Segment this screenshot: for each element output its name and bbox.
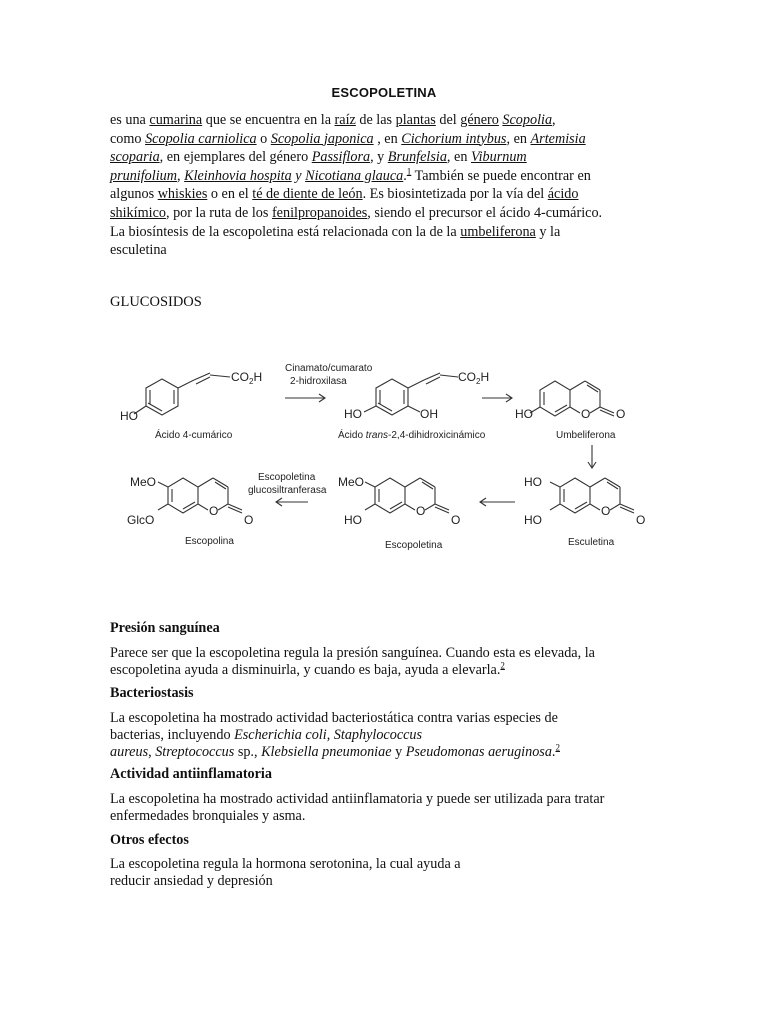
- text-line: [110, 856, 670, 873]
- text-line: [110, 167, 658, 186]
- glco-label-6: GlcO: [127, 513, 155, 527]
- molecule-esculetin: [550, 478, 634, 513]
- plain-text: enfermedades bronquiales y asma.: [110, 808, 306, 824]
- link-text[interactable]: whiskies: [157, 186, 208, 203]
- link-text[interactable]: Viburnum: [470, 149, 527, 166]
- text-line: [110, 808, 670, 825]
- plain-text: y: [391, 744, 406, 760]
- link-text[interactable]: raíz: [334, 112, 356, 128]
- plain-text: , en: [446, 149, 471, 166]
- link-text[interactable]: cumarina: [149, 112, 203, 128]
- plain-text: La biosíntesis de la escopoletina está relacionada con la de la: [110, 223, 461, 240]
- text-line: [110, 645, 670, 662]
- intro-paragraph: [110, 111, 658, 260]
- italic-text: Staphylococcus: [333, 727, 423, 743]
- o-ring-label-5: O: [416, 504, 426, 518]
- o-ring-label-6: O: [209, 504, 219, 518]
- plain-text: . Es biosintetizada por la vía del: [362, 186, 548, 203]
- plain-text: y la: [535, 223, 561, 240]
- plain-text: .: [551, 744, 556, 760]
- link-text[interactable]: prunifolium: [110, 167, 178, 184]
- link-text[interactable]: Nicotiana glauca: [305, 167, 404, 184]
- plain-text: , por la ruta de los: [165, 204, 272, 221]
- plain-text: Parece ser que la escopoletina regula la presión sanguínea. Cuando esta es elevada, la: [110, 645, 595, 661]
- plain-text: algunos: [110, 186, 158, 203]
- section-heading-blood-pressure: Presión sanguínea: [110, 620, 220, 636]
- oh-label-2: OH: [420, 407, 438, 421]
- enzyme-label-2a: Escopoletina: [258, 472, 316, 483]
- compound-label-scopoletin: Escopoletina: [385, 540, 443, 551]
- link-text[interactable]: Kleinhovia hospita: [184, 167, 292, 184]
- reference-superscript[interactable]: 2: [500, 660, 505, 671]
- italic-text: Streptococcus: [155, 744, 235, 760]
- section-heading-other-effects: Otros efectos: [110, 832, 189, 848]
- o-carbonyl-label-3: O: [616, 407, 626, 421]
- plain-text: que se encuentra en la: [202, 112, 335, 128]
- link-text[interactable]: shikímico: [110, 204, 166, 221]
- plain-text: como: [110, 130, 146, 147]
- text-line: [110, 111, 658, 130]
- text-line: [110, 710, 670, 727]
- ho-label-3: HO: [515, 407, 533, 421]
- section-text-anti-inflammatory: [110, 791, 670, 825]
- molecule-scopoletin: [365, 478, 449, 513]
- reference-superscript[interactable]: 1: [406, 166, 412, 177]
- section-heading-anti-inflammatory: Actividad antiinflamatoria: [110, 766, 272, 782]
- plain-text: ,: [326, 727, 334, 743]
- compound-label-dihydroxycinnamic: Ácido trans-2,4-dihidroxicinámico: [338, 430, 486, 441]
- text-line: [110, 204, 658, 223]
- link-text[interactable]: género: [460, 112, 499, 128]
- plain-text: , y: [370, 149, 388, 166]
- plain-text: La escopoletina ha mostrado actividad bacteriostática contra varias especies de: [110, 710, 558, 726]
- molecule-umbelliferone: [530, 381, 614, 416]
- section-heading-bacteriostasis: Bacteriostasis: [110, 685, 194, 701]
- text-line: [110, 241, 658, 260]
- plain-text: de las: [355, 112, 396, 128]
- plain-text: .: [403, 167, 407, 184]
- compound-label-umbelliferone: Umbeliferona: [556, 430, 616, 441]
- plain-text: es una: [110, 112, 150, 128]
- compound-label-esculetin: Esculetina: [568, 537, 615, 548]
- o-carbonyl-label-5: O: [451, 513, 461, 527]
- text-line: [110, 744, 670, 761]
- molecule-4-coumaric-acid: [134, 373, 230, 415]
- section-text-blood-pressure: [110, 645, 670, 679]
- link-text[interactable]: Brunfelsia: [387, 149, 447, 166]
- compound-label-4-coumaric: Ácido 4-cumárico: [155, 430, 233, 441]
- link-text[interactable]: scoparia: [110, 149, 160, 166]
- link-text[interactable]: fenilpropanoides: [271, 204, 368, 221]
- meo-label-6: MeO: [130, 475, 157, 489]
- plain-text: , en ejemplares del género: [159, 149, 312, 166]
- plain-text: ,: [148, 744, 156, 760]
- link-text[interactable]: té de diente de león: [252, 186, 363, 203]
- o-carbonyl-label-6: O: [244, 513, 254, 527]
- ho-label-4a: HO: [524, 475, 542, 489]
- text-line: [110, 873, 670, 890]
- plain-text: ,: [552, 112, 556, 128]
- o-ring-label-3: O: [581, 407, 591, 421]
- text-line: [110, 662, 670, 679]
- document-title: ESCOPOLETINA: [331, 85, 437, 100]
- ho-label-1: HO: [120, 409, 138, 423]
- italic-text: Escherichia coli: [234, 727, 327, 743]
- text-line: [110, 223, 658, 242]
- italic-text: Pseudomonas aeruginosa: [405, 744, 552, 760]
- link-text[interactable]: ácido: [547, 186, 579, 203]
- plain-text: , en: [373, 130, 402, 147]
- link-text[interactable]: Scopolia japonica: [270, 130, 374, 147]
- enzyme-label-2b: glucosiltranferasa: [248, 485, 327, 496]
- link-text[interactable]: Cichorium intybus: [401, 130, 507, 147]
- co2h-label-2: $CO_2H$: [458, 370, 490, 386]
- biosynthesis-scheme: [110, 350, 670, 560]
- text-line: [110, 727, 670, 744]
- link-text[interactable]: plantas: [395, 112, 436, 128]
- reference-superscript[interactable]: 2: [555, 742, 560, 753]
- plain-text: , siendo el precursor el ácido 4-cumárico.: [367, 204, 603, 221]
- plain-text: escopoletina ayuda a disminuirla, y cuando es baja, ayuda a elevarla.: [110, 662, 501, 678]
- text-line: [110, 148, 658, 167]
- ho-label-2: HO: [344, 407, 362, 421]
- plain-text: La escopoletina regula la hormona serotonina, la cual ayuda a: [110, 856, 461, 872]
- text-line: [110, 130, 658, 149]
- meo-label-5: MeO: [338, 475, 365, 489]
- link-text[interactable]: Artemisia: [530, 130, 586, 147]
- glucosidos-heading: GLUCOSIDOS: [110, 294, 202, 310]
- plain-text: , en: [506, 130, 531, 147]
- section-text-other-effects: [110, 856, 670, 890]
- plain-text: esculetina: [110, 242, 167, 259]
- ho-label-5: HO: [344, 513, 362, 527]
- plain-text: sp.,: [234, 744, 262, 760]
- o-carbonyl-label-4: O: [636, 513, 646, 527]
- molecule-trans-2-4-dihydroxycinnamic-acid: [364, 373, 458, 415]
- plain-text: reducir ansiedad y depresión: [110, 873, 273, 889]
- text-line: [110, 791, 670, 808]
- enzyme-label-1b: 2-hidroxilasa: [290, 376, 347, 387]
- plain-text: o en el: [207, 186, 253, 203]
- text-line: [110, 185, 658, 204]
- italic-text: aureus: [110, 744, 149, 760]
- link-text[interactable]: umbeliferona: [460, 223, 536, 240]
- plain-text: También se puede encontrar en: [411, 167, 591, 184]
- link-text[interactable]: Scopolia carniolica: [145, 130, 257, 147]
- plain-text: del: [435, 112, 461, 128]
- o-ring-label-4: O: [601, 504, 611, 518]
- ho-label-4b: HO: [524, 513, 542, 527]
- italic-text: Klebsiella pneumoniae: [261, 744, 392, 760]
- compound-label-scopolin: Escopolina: [185, 536, 234, 547]
- section-text-bacteriostasis: [110, 710, 670, 761]
- plain-text: ,: [177, 167, 185, 184]
- plain-text: o: [256, 130, 271, 147]
- molecule-scopolin: [158, 478, 242, 513]
- enzyme-label-1a: Cinamato/cumarato: [285, 363, 373, 374]
- plain-text: bacterias, incluyendo: [110, 727, 235, 743]
- link-text[interactable]: Passiflora: [311, 149, 371, 166]
- link-text[interactable]: Scopolia: [502, 112, 553, 128]
- italic-text: y: [295, 167, 302, 184]
- plain-text: La escopoletina ha mostrado actividad antiinflamatoria y puede ser utilizada para tratar: [110, 791, 605, 807]
- co2h-label-1: $CO_2H$: [231, 370, 263, 386]
